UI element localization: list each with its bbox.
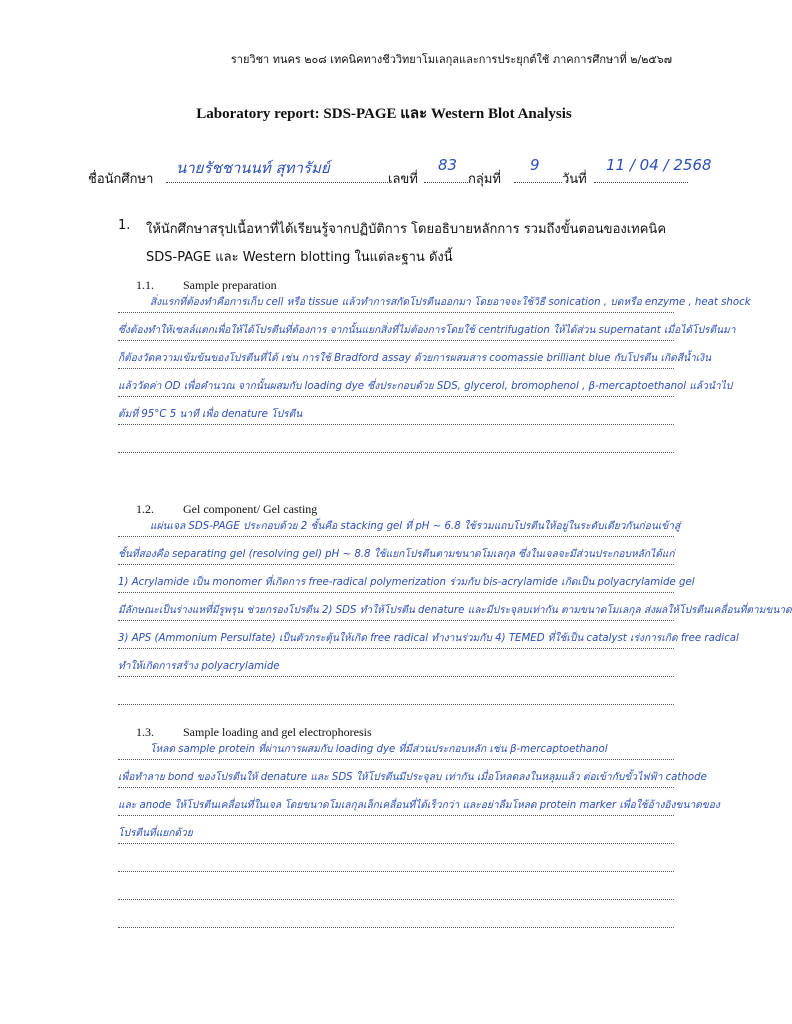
section-sample-preparation	[118, 278, 751, 468]
answer-line[interactable]	[118, 849, 674, 872]
answer-line[interactable]	[118, 654, 674, 677]
answer-text: แผ่นเจล SDS-PAGE ประกอบด้วย 2 ชั้นคือ stacking gel ที่ pH ~ 6.8 ใช้รวมแถบโปรตีนให้อยู่ในระดับเดียวกันก่อนเข้าสู่	[150, 521, 681, 532]
answer-line[interactable]	[118, 514, 681, 537]
answer-line[interactable]	[118, 570, 695, 593]
answer-text: 3) APS (Ammonium Persulfate) เป็นตัวกระตุ้นให้เกิด free radical ทำงานร่วมกับ 4) TEMED ที่ใช้เป็น catalyst เร่งการเกิด free radical	[118, 633, 739, 644]
answer-text: แล้ววัดค่า OD เพื่อคำนวณ จากนั้นผสมกับ loading dye ซึ่งประกอบด้วย SDS, glycerol, bromophenol , β-mercaptoethanol แล้วนำไป	[118, 381, 733, 392]
number-label: เลขที่	[388, 172, 418, 187]
section-gel-casting	[118, 502, 792, 692]
report-title: Laboratory report: SDS-PAGE และ Western Blot Analysis	[196, 106, 572, 122]
answer-line[interactable]	[118, 542, 674, 565]
answer-text: ก็ต้องวัดความเข้มข้นของโปรตีนที่ได้ เช่น การใช้ Bradford assay ด้วยการผสมสาร coomassie brilliant blue กับโปรตีน เกิดสีน้ำเงิน	[118, 353, 712, 364]
answer-line[interactable]	[118, 682, 674, 705]
section-number: 1.1.	[136, 278, 154, 292]
section-title: Sample loading and gel electrophoresis	[183, 725, 372, 739]
answer-line[interactable]	[118, 737, 674, 760]
section-title: Sample preparation	[183, 278, 277, 292]
group-field[interactable]	[514, 182, 562, 183]
answer-line[interactable]	[118, 765, 707, 788]
answer-line[interactable]	[118, 430, 674, 453]
answer-text: โปรตีนที่แยกด้วย	[118, 828, 193, 839]
answer-line[interactable]	[118, 626, 739, 649]
answer-text: ทำให้เกิดการสร้าง polyacrylamide	[118, 661, 280, 672]
answer-line[interactable]	[118, 877, 674, 900]
answer-text: ซึ่งต้องทำให้เซลล์แตกเพื่อให้ได้โปรตีนที่ต้องการ จากนั้นแยกสิ่งที่ไม่ต้องการโดยใช้ centrifugation ให้ได้ส่วน supernatant เมื่อได้โปรตีนมา	[118, 325, 736, 336]
section-electrophoresis	[118, 725, 720, 945]
group-label: กลุ่มที่	[468, 172, 501, 187]
answer-line[interactable]	[118, 598, 792, 621]
course-header: รายวิชา ทนคร ๒๐๘ เทคนิคทางชีววิทยาโมเลกุลและการประยุกต์ใช้ ภาคการศึกษาที่ ๒/๒๕๖๗	[230, 53, 672, 66]
question-number: 1.	[118, 218, 131, 233]
answer-line[interactable]	[118, 318, 736, 341]
answer-line[interactable]	[118, 374, 733, 397]
date-field[interactable]	[594, 182, 688, 183]
answer-text: ต้มที่ 95°C 5 นาที เพื่อ denature โปรตีน	[118, 409, 303, 420]
name-label: ชื่อนักศึกษา	[88, 172, 154, 187]
answer-line[interactable]	[118, 346, 712, 369]
section-title: Gel component/ Gel casting	[183, 502, 318, 516]
student-info-line	[88, 156, 712, 190]
date-value: 11 / 04 / 2568	[606, 156, 712, 174]
question-text-line-2: SDS-PAGE และ Western blotting ในแต่ละฐาน ดังนี้	[146, 250, 453, 265]
answer-line[interactable]	[118, 905, 674, 928]
section-number: 1.2.	[136, 502, 154, 516]
question-text-line-1: ให้นักศึกษาสรุปเนื้อหาที่ได้เรียนรู้จากปฏิบัติการ โดยอธิบายหลักการ รวมถึงขั้นตอนของเทคนิค	[146, 222, 667, 237]
answer-text: และ anode ให้โปรตีนเคลื่อนที่ในเจล โดยขนาดโมเลกุลเล็กเคลื่อนที่ได้เร็วกว่า และอย่าลืมโหลด protein marker เพื่อใช้อ้างอิงขนาดของ	[118, 800, 720, 811]
name-field[interactable]	[166, 182, 388, 183]
answer-text: เพื่อทำลาย bond ของโปรตีนให้ denature และ SDS ให้โปรตีนมีประจุลบ เท่ากัน เมื่อโหลดลงในหลุมแล้ว ต่อเข้ากับขั้วไฟฟ้า cathode	[118, 772, 707, 783]
answer-text: ชั้นที่สองคือ separating gel (resolving gel) pH ~ 8.8 ใช้แยกโปรตีนตามขนาดโมเลกุล ซึ่งในเจลจะมีส่วนประกอบหลักได้แก่	[118, 549, 675, 560]
group-value: 9	[530, 156, 540, 174]
answer-text: โหลด sample protein ที่ผ่านการผสมกับ loading dye ที่มีส่วนประกอบหลัก เช่น β-mercaptoethanol	[150, 744, 608, 755]
section-number: 1.3.	[136, 725, 154, 739]
answer-line[interactable]	[118, 793, 720, 816]
date-label: วันที่	[562, 172, 587, 187]
answer-line[interactable]	[118, 290, 751, 313]
number-value: 83	[438, 156, 458, 174]
name-value: นายรัชชานนท์ สุทารัมย์	[176, 159, 330, 177]
number-field[interactable]	[424, 182, 468, 183]
answer-line[interactable]	[118, 402, 674, 425]
answer-line[interactable]	[118, 821, 674, 844]
answer-text: 1) Acrylamide เป็น monomer ที่เกิดการ free-radical polymerization ร่วมกับ bis-acrylamide เกิดเป็น polyacrylamide gel	[118, 577, 695, 588]
answer-text: มีลักษณะเป็นร่างแหที่มีรูพรุน ช่วยกรองโปรตีน 2) SDS ทำให้โปรตีน denature และมีประจุลบเท่ากัน ตามขนาดโมเลกุล ส่งผลให้โปรตีนเคลื่อนที่ตามขนาด	[118, 605, 792, 616]
answer-text: สิ่งแรกที่ต้องทำคือการเก็บ cell หรือ tissue แล้วทำการสกัดโปรตีนออกมา โดยอาจจะใช้วิธี sonication , บดหรือ enzyme , heat shock	[150, 297, 751, 308]
